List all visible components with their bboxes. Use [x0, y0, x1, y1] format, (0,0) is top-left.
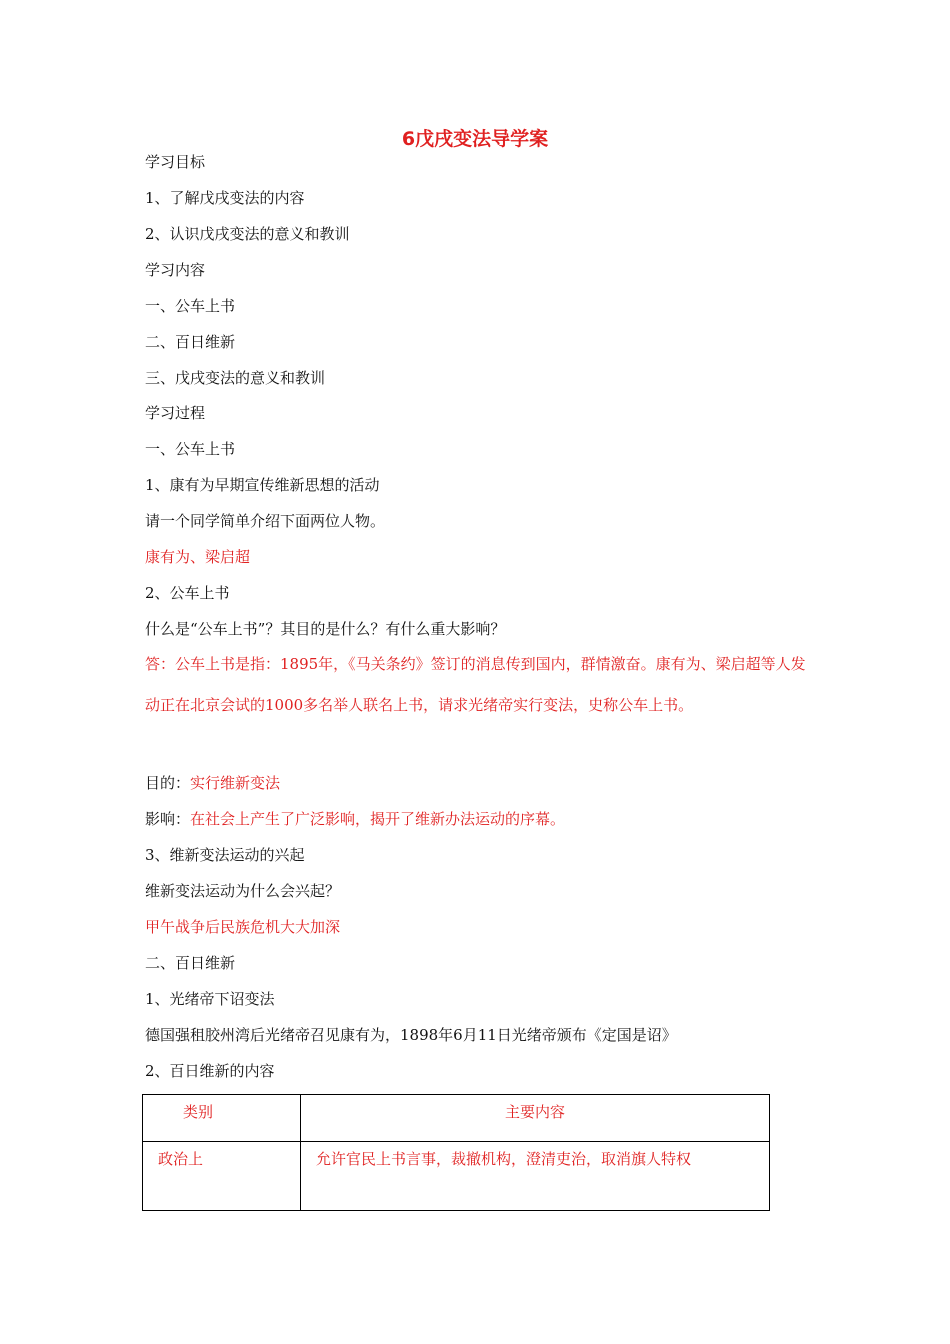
table-row: [143, 1142, 770, 1211]
purpose-value: 实行维新变法: [190, 774, 281, 792]
contents-heading: 学习内容: [145, 261, 206, 279]
answer-paragraph: 答：公车上书是指：1895年，《马关条约》签订的消息传到国内，群情激奋。康有为、梁启超等人发动正在北京会试的1000多名举人联名上书，请求光绪帝实行变法，史称公车上书。: [145, 655, 806, 714]
impact-line: [145, 809, 565, 829]
section-title: 二、百日维新: [145, 954, 236, 972]
goals-heading: 学习目标: [145, 153, 206, 171]
purpose-label: 目的：: [145, 774, 191, 792]
goal-item: 2、认识戊戌变法的意义和教训: [145, 225, 350, 243]
subsection-title: 1、光绪帝下诏变法: [145, 990, 275, 1008]
answer-text: 甲午战争后民族危机大大加深: [145, 918, 341, 936]
goal-item: 1、了解戊戌变法的内容: [145, 189, 305, 207]
subsection-title: 2、百日维新的内容: [145, 1062, 275, 1080]
question-text: 什么是“公车上书”？其目的是什么？有什么重大影响？: [145, 620, 506, 638]
contents-item: 三、戊戌变法的意义和教训: [145, 369, 326, 387]
question-text: 维新变法运动为什么会兴起？: [145, 882, 341, 900]
table-header-cell: 主要内容: [301, 1095, 770, 1142]
question-text: 请一个同学简单介绍下面两位人物。: [145, 512, 386, 530]
table-cell-content: 允许官民上书言事，裁撤机构，澄清吏治，取消旗人特权: [301, 1142, 770, 1211]
body-text: 德国强租胶州湾后光绪帝召见康有为，1898年6月11日光绪帝颁布《定国是诏》: [145, 1026, 677, 1044]
subsection-title: 2、公车上书: [145, 584, 230, 602]
answer-text: 康有为、梁启超: [145, 548, 251, 566]
reform-content-table: [142, 1094, 770, 1211]
impact-label: 影响：: [145, 810, 191, 828]
contents-item: 一、公车上书: [145, 297, 236, 315]
subsection-title: 3、维新变法运动的兴起: [145, 846, 305, 864]
impact-value: 在社会上产生了广泛影响，揭开了维新办法运动的序幕。: [190, 810, 566, 828]
document-title: 6戊戌变法导学案: [401, 128, 549, 150]
table-header-cell: 类别: [143, 1095, 301, 1142]
section-title: 一、公车上书: [145, 440, 236, 458]
subsection-title: 1、康有为早期宣传维新思想的活动: [145, 476, 380, 494]
table-cell-category: 政治上: [143, 1142, 301, 1211]
process-heading: 学习过程: [145, 404, 206, 422]
table-header-row: [143, 1095, 770, 1142]
contents-item: 二、百日维新: [145, 333, 236, 351]
purpose-line: [145, 773, 280, 793]
